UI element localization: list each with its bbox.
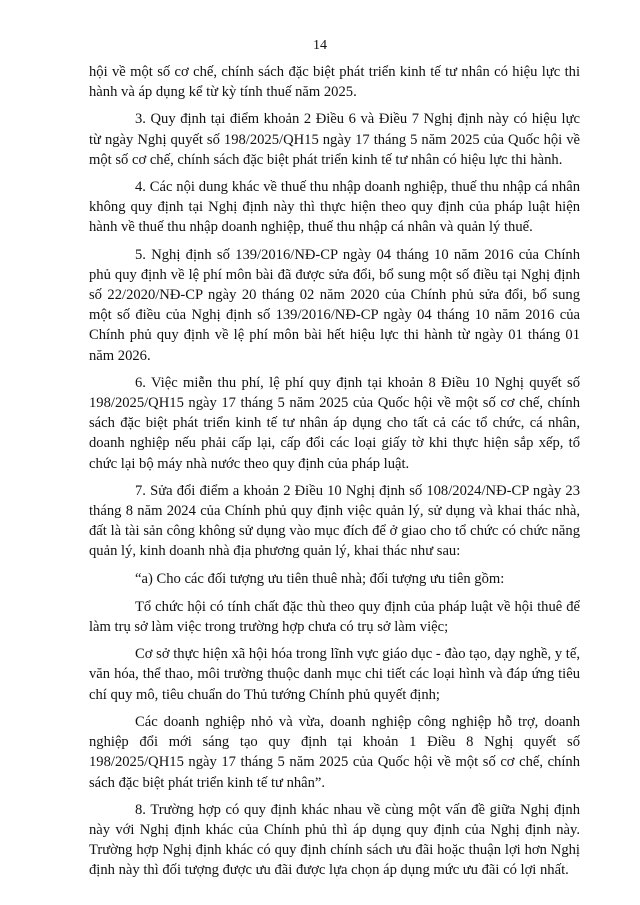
document-body: [89, 62, 580, 888]
paragraph-clause-7: 7. Sửa đổi điểm a khoản 2 Điều 10 Nghị định số 108/2024/NĐ-CP ngày 23 tháng 8 năm 2024 của Chính phủ quy định việc quản lý, sử dụng và khai thác nhà, đất là tài sản công không sử dụng vào mục đích để ở giao cho tổ chức có chức năng quản lý, kinh doanh nhà địa phương quản lý, khai thác như sau:: [89, 482, 580, 560]
paragraph-clause-6: 6. Việc miễn thu phí, lệ phí quy định tại khoản 8 Điều 10 Nghị quyết số 198/2025/QH15 ngày 17 tháng 5 năm 2025 của Quốc hội về một số cơ chế, chính sách đặc biệt phát triển kinh tế tư nhân áp dụng cho tất cả các tổ chức, cá nhân, doanh nghiệp nếu phải cấp lại, cấp đổi các loại giấy tờ khi thực hiện sắp xếp, tổ chức lại bộ máy nhà nước theo quy định của pháp luật.: [89, 374, 580, 472]
paragraph-clause-3: 3. Quy định tại điểm khoản 2 Điều 6 và Điều 7 Nghị định này có hiệu lực từ ngày Nghị quyết số 198/2025/QH15 ngày 17 tháng 5 năm 2025 của Quốc hội về một số cơ chế, chính sách đặc biệt phát triển kinh tế tư nhân có hiệu lực thi hành.: [89, 111, 580, 168]
paragraph-priority-group-3: Các doanh nghiệp nhỏ và vừa, doanh nghiệp công nghiệp hỗ trợ, doanh nghiệp đổi mới sáng tạo quy định tại khoản 1 Điều 8 Nghị quyết số 198/2025/QH15 ngày 17 tháng 5 năm 2025 của Quốc hội về một số cơ chế, chính sách đặc biệt phát triển kinh tế tư nhân”.: [89, 713, 580, 791]
paragraph-clause-5: 5. Nghị định số 139/2016/NĐ-CP ngày 04 tháng 10 năm 2016 của Chính phủ quy định về lệ phí môn bài đã được sửa đổi, bổ sung một số điều tại Nghị định số 22/2020/NĐ-CP ngày 20 tháng 02 năm 2020 của Chính phủ sửa đổi, bổ sung một số điều của Nghị định số 139/2016/NĐ-CP ngày 04 tháng 10 năm 2016 của Chính phủ quy định về lệ phí môn bài hết hiệu lực thi hành từ ngày 01 tháng 01 năm 2026.: [89, 246, 580, 364]
paragraph-priority-group-2: Cơ sở thực hiện xã hội hóa trong lĩnh vực giáo dục - đào tạo, dạy nghề, y tế, văn hóa, thể thao, môi trường thuộc danh mục chi tiết các loại hình và đáp ứng tiêu chí quy mô, tiêu chuẩn do Thủ tướng Chính phủ quyết định;: [89, 646, 580, 703]
paragraph-clause-8: 8. Trường hợp có quy định khác nhau về cùng một vấn đề giữa Nghị định này với Nghị định khác của Chính phủ thì áp dụng quy định của Nghị định này. Trường hợp Nghị định khác có quy định chính sách ưu đãi hoặc thuận lợi hơn Nghị định này thì đối tượng được ưu đãi được lựa chọn áp dụng mức ưu đãi có lợi nhất.: [89, 801, 580, 879]
paragraph-quote-a: “a) Cho các đối tượng ưu tiên thuê nhà; đối tượng ưu tiên gồm:: [135, 570, 505, 587]
page-number: 14: [313, 38, 327, 53]
paragraph-priority-group-1: Tổ chức hội có tính chất đặc thù theo quy định của pháp luật về hội thuê để làm trụ sở làm việc trong trường hợp chưa có trụ sở làm việc;: [89, 598, 580, 636]
paragraph-clause-4: 4. Các nội dung khác về thuế thu nhập doanh nghiệp, thuế thu nhập cá nhân không quy định tại Nghị định này thì thực hiện theo quy định của pháp luật hiện hành về thuế thu nhập doanh nghiệp, thuế thu nhập cá nhân và quản lý thuế.: [89, 179, 580, 236]
paragraph-continuation: hội về một số cơ chế, chính sách đặc biệt phát triển kinh tế tư nhân có hiệu lực thi hành và áp dụng kể từ kỳ tính thuế năm 2025.: [89, 64, 580, 101]
